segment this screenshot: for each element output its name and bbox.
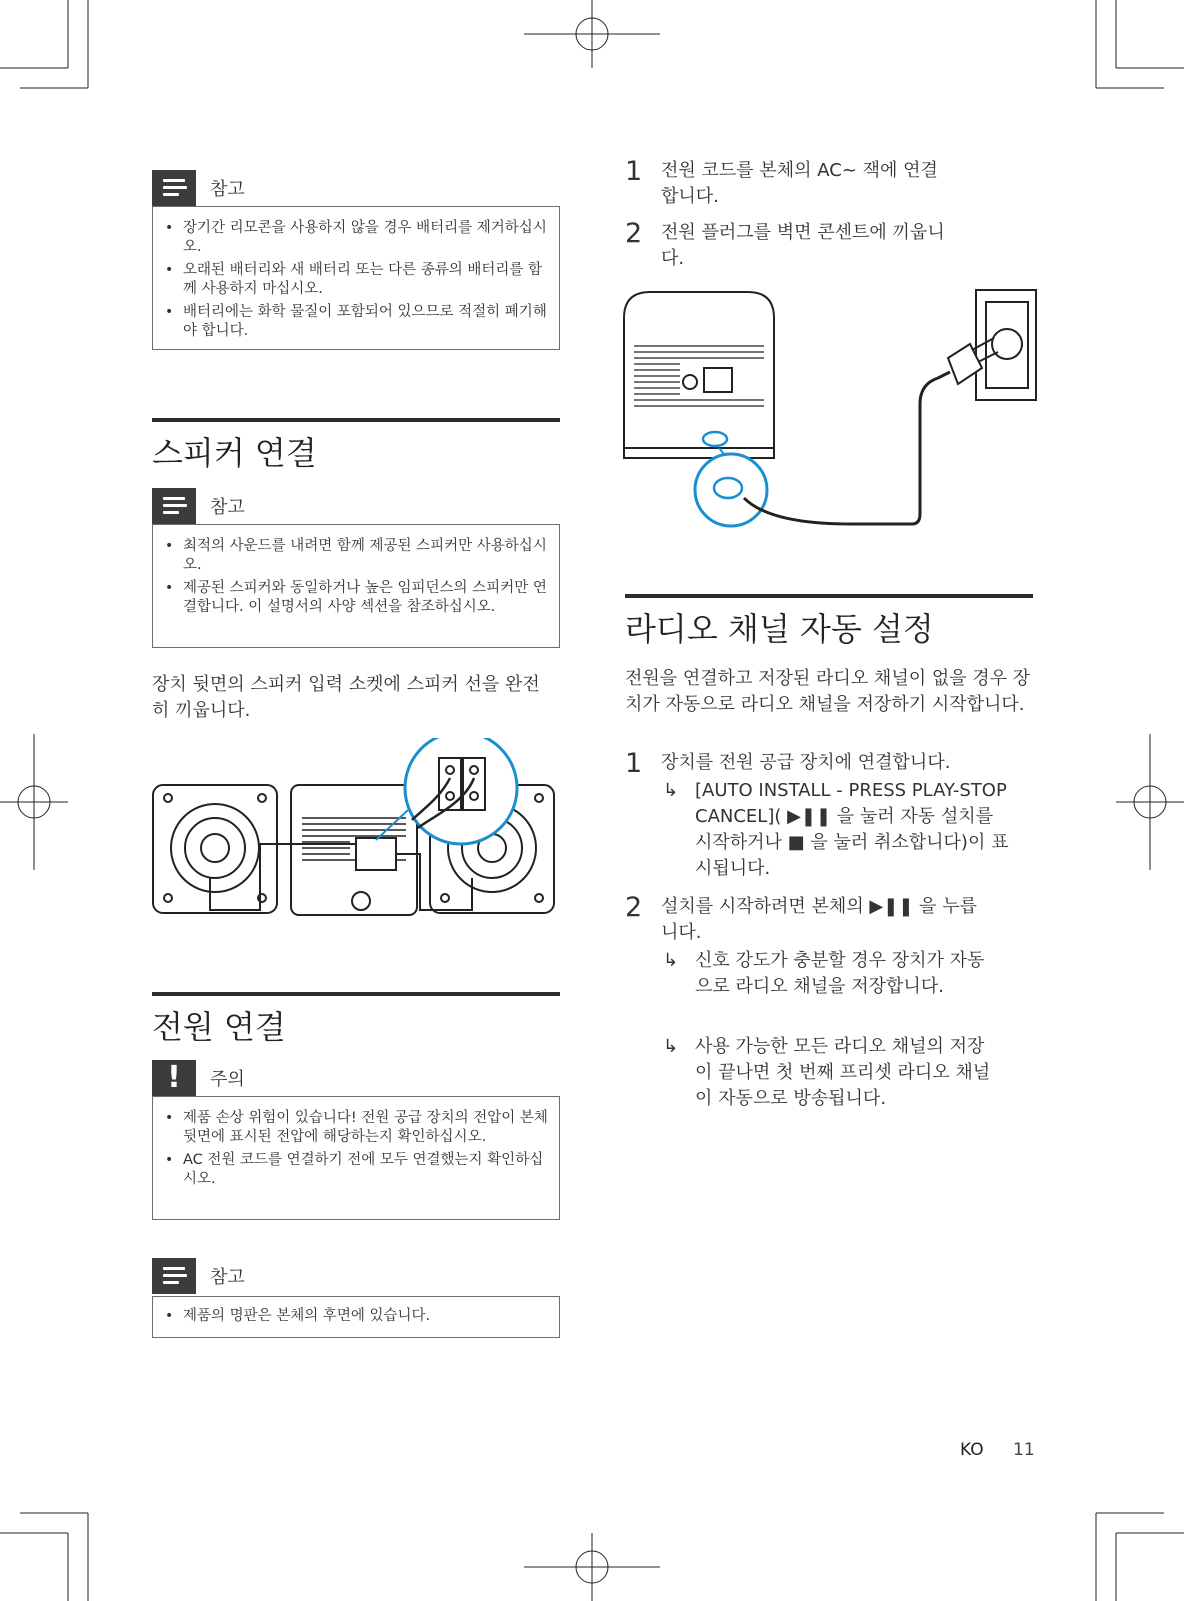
result-text: 신호 강도가 충분할 경우 장치가 자동으로 라디오 채널을 저장합니다. [695, 950, 985, 997]
result-arrow-icon: ↳ [663, 950, 679, 971]
section-heading-radio: 라디오 채널 자동 설정 [625, 594, 1033, 650]
step-text: 장치를 전원 공급 장치에 연결합니다. [661, 752, 951, 773]
note-item: • 제품의 명판은 본체의 후면에 있습니다. [153, 1307, 551, 1326]
power-step-1 [625, 158, 1005, 210]
page-number: 11 [1013, 1440, 1035, 1460]
radio-paragraph: 전원을 연결하고 저장된 라디오 채널이 없을 경우 장치가 자동으로 라디오 채널을 저장하기 시작합니다. [625, 668, 1031, 715]
battery-note-box [152, 206, 560, 350]
result-arrow-icon: ↳ [663, 1036, 679, 1057]
nameplate-note-box [152, 1296, 560, 1338]
note-header [152, 1258, 245, 1294]
power-connection-illustration [620, 288, 1040, 534]
speaker-connection-illustration [150, 738, 562, 932]
section-heading-power: 전원 연결 [152, 992, 560, 1048]
step-text: 전원 플러그를 벽면 콘센트에 끼웁니다. [661, 222, 945, 269]
note-label: 참고 [210, 179, 245, 200]
radio-step-1 [625, 750, 1025, 778]
footer [960, 1440, 1035, 1460]
note-item: • 배터리에는 화학 물질이 포함되어 있으므로 적절히 폐기해야 합니다. [153, 303, 551, 341]
note-header [152, 170, 245, 206]
step-number: 2 [625, 218, 643, 249]
caution-item: • 제품 손상 위험이 있습니다! 전원 공급 장치의 전압이 본체 뒷면에 표시된 전압에 해당하는지 확인하십시오. [153, 1109, 551, 1147]
speaker-paragraph: 장치 뒷면의 스피커 입력 소켓에 스피커 선을 완전히 끼웁니다. [152, 674, 540, 721]
section-heading-speaker: 스피커 연결 [152, 418, 560, 474]
result-arrow-icon: ↳ [663, 780, 679, 801]
note-label: 참고 [210, 1267, 245, 1288]
note-item: • 제공된 스피커와 동일하거나 높은 임피던스의 스피커만 연결합니다. 이 설명서의 사양 섹션을 참조하십시오. [153, 579, 551, 617]
language-code: KO [960, 1440, 984, 1460]
caution-item: • AC 전원 코드를 연결하기 전에 모두 연결했는지 확인하십시오. [153, 1151, 551, 1189]
note-lines-icon [152, 1258, 196, 1294]
note-item: • 장기간 리모콘을 사용하지 않을 경우 배터리를 제거하십시오. [153, 219, 551, 257]
step-number: 1 [625, 156, 643, 187]
step-text: 전원 코드를 본체의 AC~ 잭에 연결합니다. [661, 160, 938, 207]
caution-box [152, 1096, 560, 1220]
note-item: • 오래된 배터리와 새 배터리 또는 다른 종류의 배터리를 함께 사용하지 마십시오. [153, 261, 551, 299]
caution-header [152, 1060, 245, 1096]
exclamation-icon: ! [152, 1060, 196, 1096]
power-step-2 [625, 220, 1005, 272]
result-text: 사용 가능한 모든 라디오 채널의 저장이 끝나면 첫 번째 프리셋 라디오 채널이 자동으로 방송됩니다. [695, 1036, 991, 1109]
step-number: 2 [625, 892, 643, 923]
radio-step-1-result [663, 778, 1025, 882]
speaker-note-box [152, 524, 560, 648]
step-text: 설치를 시작하려면 본체의 ▶❚❚ 을 누릅니다. [661, 896, 978, 943]
radio-step-2 [625, 894, 1025, 946]
step-number: 1 [625, 748, 643, 779]
result-text: [AUTO INSTALL - PRESS PLAY-STOP CANCEL]( ▶❚❚ 을 눌러 자동 설치를 시작하거나 ■ 을 눌러 취소합니다)이 표시됩니다. [695, 780, 1009, 879]
note-lines-icon [152, 488, 196, 524]
note-item: • 최적의 사운드를 내려면 함께 제공된 스피커만 사용하십시오. [153, 537, 551, 575]
note-header [152, 488, 245, 524]
radio-step-2-result [663, 948, 1025, 1000]
radio-step-2-result [663, 1034, 1025, 1112]
note-label: 참고 [210, 497, 245, 518]
caution-label: 주의 [210, 1069, 245, 1090]
note-lines-icon [152, 170, 196, 206]
